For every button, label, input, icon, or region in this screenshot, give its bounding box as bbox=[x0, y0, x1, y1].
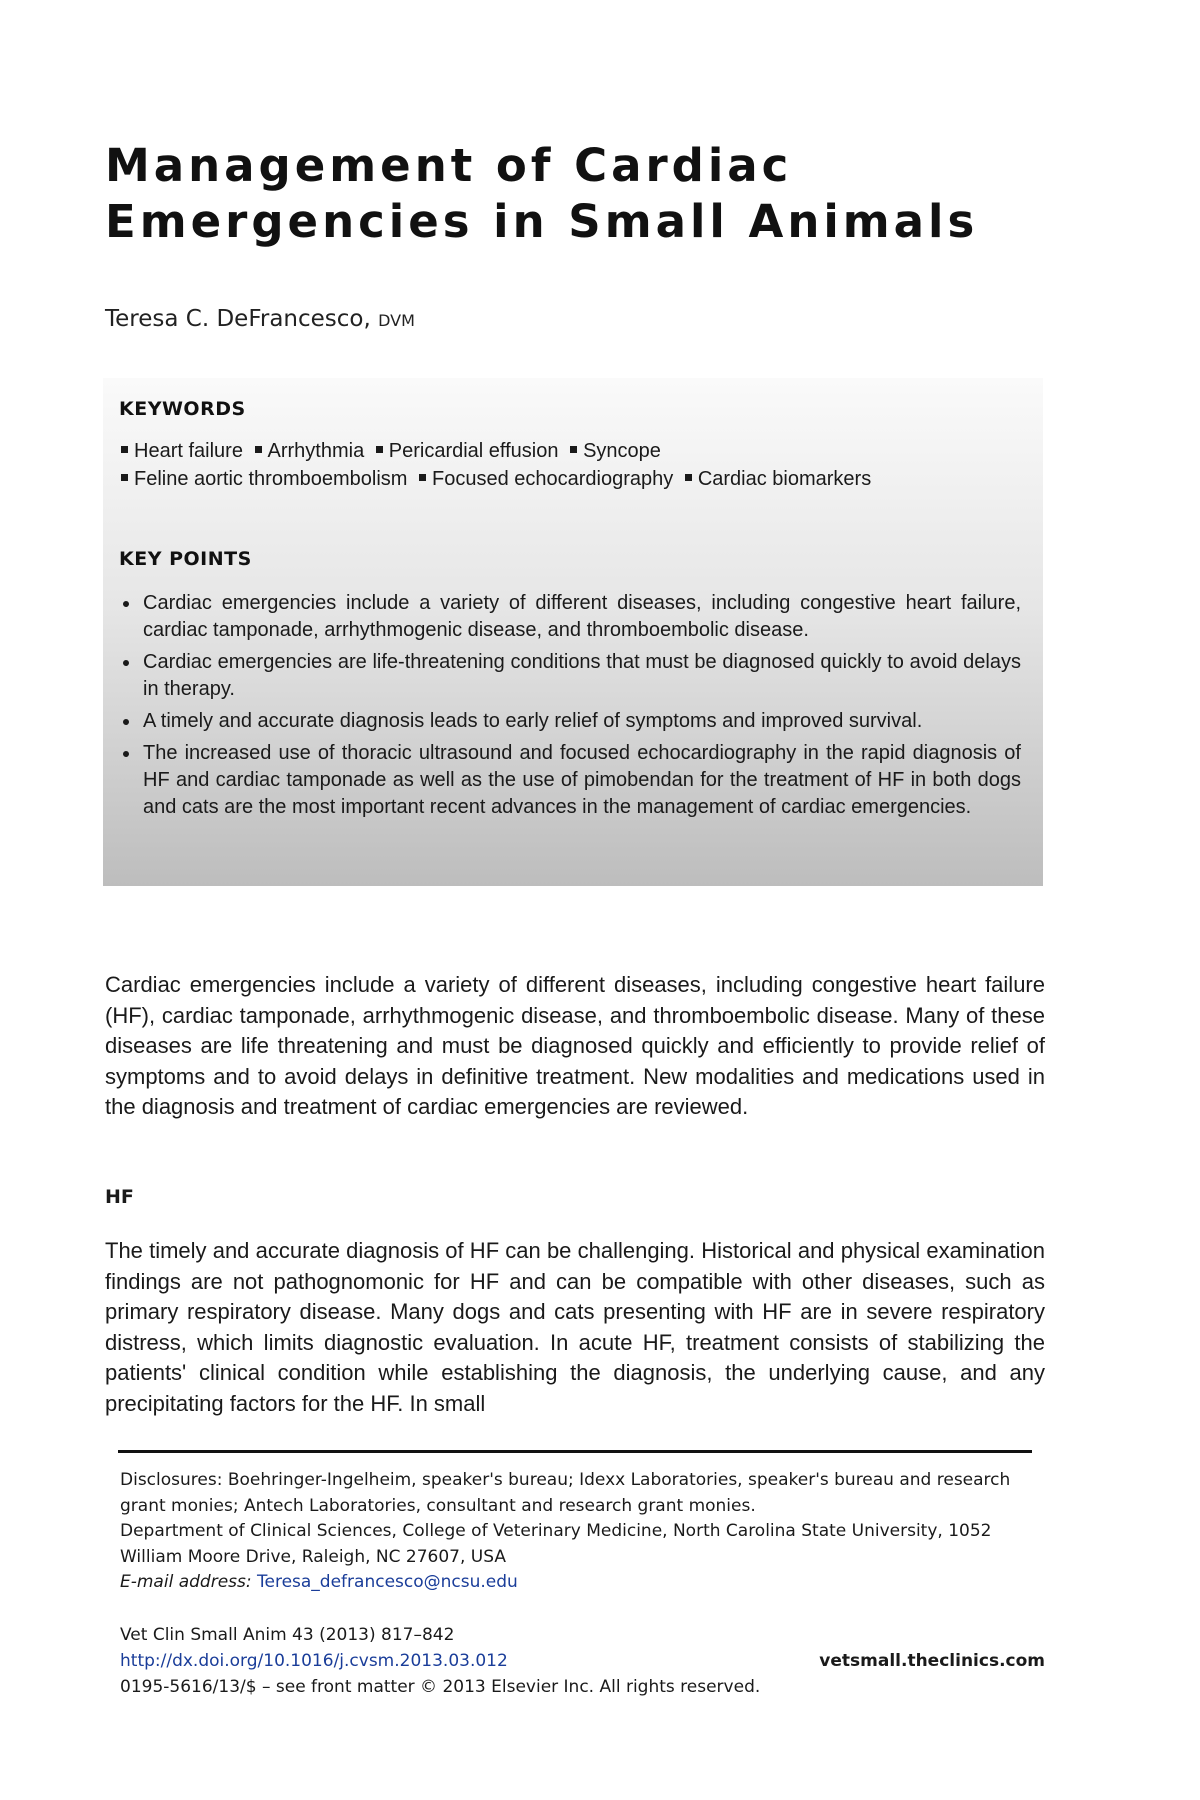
keyword-bullet bbox=[419, 474, 426, 481]
section-heading: HF bbox=[105, 1186, 134, 1208]
keywords-heading: KEYWORDS bbox=[119, 398, 246, 420]
disclosures: Disclosures: Boehringer-Ingelheim, speaker's bureau; Idexx Laboratories, speaker's bureau and research grant monies; Antech Laboratories, consultant and research grant monies. bbox=[120, 1470, 1011, 1516]
keyword-bullet bbox=[376, 446, 383, 453]
keyword: Cardiac biomarkers bbox=[697, 468, 872, 490]
keyword-bullet bbox=[121, 474, 128, 481]
footnotes bbox=[120, 1468, 1040, 1596]
key-point-item bbox=[121, 649, 1021, 703]
abstract-box bbox=[103, 378, 1043, 886]
key-points-heading: KEY POINTS bbox=[119, 548, 252, 570]
key-point-text: Cardiac emergencies are life-threatening conditions that must be diagnosed quickly to avoid delays in therapy. bbox=[143, 651, 1021, 700]
title-line-2: Emergencies in Small Animals bbox=[105, 195, 979, 248]
email-link[interactable]: Teresa_defrancesco@ncsu.edu bbox=[257, 1572, 518, 1592]
copyright: 0195-5616/13/$ – see front matter © 2013 Elsevier Inc. All rights reserved. bbox=[120, 1677, 761, 1697]
keywords-line-2 bbox=[121, 468, 871, 491]
title-line-1: Management of Cardiac bbox=[105, 139, 793, 192]
footnote-rule bbox=[118, 1450, 1032, 1453]
bullet-icon bbox=[123, 751, 129, 757]
keyword: Pericardial effusion bbox=[388, 440, 559, 462]
keyword-bullet bbox=[570, 446, 577, 453]
author-line bbox=[105, 306, 415, 332]
journal-site: vetsmall.theclinics.com bbox=[819, 1651, 1045, 1671]
journal-info bbox=[120, 1622, 1045, 1700]
key-point-item bbox=[121, 740, 1021, 821]
email-line bbox=[120, 1570, 1040, 1596]
section-paragraph: The timely and accurate diagnosis of HF can be challenging. Historical and physical examination findings are not pathognomonic for HF and can be compatible with other diseases, such as primary respiratory disease. Many dogs and cats presenting with HF are in severe respiratory distress, which limits diagnostic evaluation. In acute HF, treatment consists of stabilizing the patients' clinical condition while establishing the diagnosis, the underlying cause, and any precipitating factors for the HF. In small bbox=[105, 1238, 1045, 1416]
keyword: Feline aortic thromboembolism bbox=[134, 468, 408, 490]
key-points-list bbox=[121, 590, 1021, 826]
keyword-bullet bbox=[121, 446, 128, 453]
email-label: E-mail address: bbox=[120, 1572, 252, 1592]
keyword: Syncope bbox=[583, 440, 661, 462]
citation: Vet Clin Small Anim 43 (2013) 817–842 bbox=[120, 1625, 455, 1645]
keyword-bullet bbox=[255, 446, 262, 453]
affiliation: Department of Clinical Sciences, College of Veterinary Medicine, North Carolina State University, 1052 William Moore Drive, Raleigh, NC 27607, USA bbox=[120, 1521, 992, 1567]
keyword-bullet bbox=[685, 474, 692, 481]
key-point-text: A timely and accurate diagnosis leads to early relief of symptoms and improved survival. bbox=[143, 710, 923, 732]
key-point-item bbox=[121, 590, 1021, 644]
bullet-icon bbox=[123, 719, 129, 725]
bullet-icon bbox=[123, 660, 129, 666]
keywords-line-1 bbox=[121, 440, 661, 463]
keyword: Focused echocardiography bbox=[432, 468, 674, 490]
author-credential: DVM bbox=[378, 311, 415, 330]
article-title bbox=[105, 138, 1105, 250]
intro-paragraph: Cardiac emergencies include a variety of different diseases, including congestive heart failure (HF), cardiac tamponade, arrhythmogenic disease, and thromboembolic disease. Many of these diseases are life threatening and must be diagnosed quickly and efficiently to provide relief of symptoms and to avoid delays in definitive treatment. New modalities and medications used in the diagnosis and treatment of cardiac emergencies are reviewed. bbox=[105, 972, 1045, 1119]
key-point-text: The increased use of thoracic ultrasound and focused echocardiography in the rapid diagnosis of HF and cardiac tamponade as well as the use of pimobendan for the treatment of HF in both dogs and cats are the most important recent advances in the management of cardiac emergencies. bbox=[143, 742, 1021, 818]
doi-row bbox=[120, 1648, 1045, 1674]
keyword: Arrhythmia bbox=[267, 440, 365, 462]
key-point-text: Cardiac emergencies include a variety of different diseases, including congestive heart failure, cardiac tamponade, arrhythmogenic disease, and thromboembolic disease. bbox=[143, 592, 1021, 641]
key-point-item bbox=[121, 708, 1021, 735]
doi-link[interactable]: http://dx.doi.org/10.1016/j.cvsm.2013.03.012 bbox=[120, 1651, 508, 1671]
author-name: Teresa C. DeFrancesco, bbox=[105, 306, 371, 332]
bullet-icon bbox=[123, 601, 129, 607]
keyword: Heart failure bbox=[134, 440, 243, 462]
